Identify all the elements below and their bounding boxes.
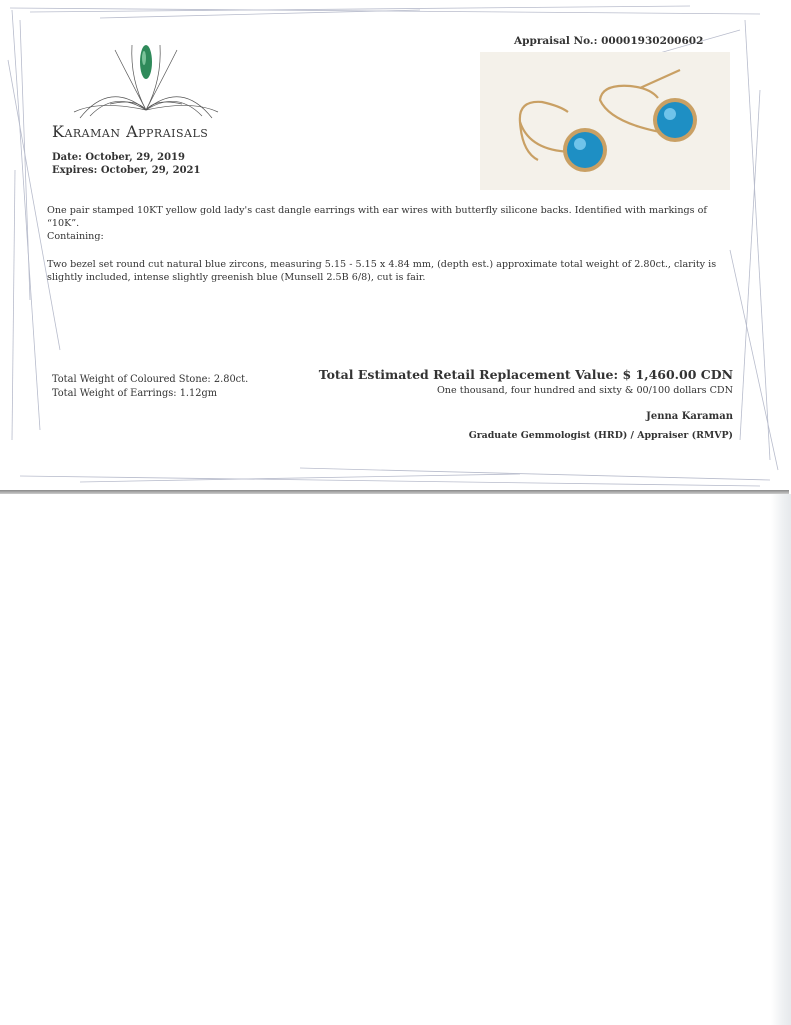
company-name: Karaman Appraisals: [52, 122, 209, 141]
earrings-photo: [480, 52, 730, 190]
replacement-value-words: One thousand, four hundred and sixty & 00/100 dollars CDN: [436, 385, 733, 396]
stones-description: Two bezel set round cut natural blue zircons, measuring 5.15 - 5.15 x 4.84 mm, (depth est.) approximate total weight of 2.80ct., clarity is slightly included, intense slightly greenish blue (Munsell 2.5B 6/8), cut is fair.: [47, 259, 717, 283]
scan-edge-shadow: [771, 494, 791, 1025]
date-line: Date: October, 29, 2019: [52, 152, 185, 163]
expires-line: Expires: October, 29, 2021: [52, 165, 201, 176]
appraisal-number: Appraisal No.: 00001930200602: [514, 35, 704, 47]
company-logo: [70, 40, 222, 125]
appraiser-name: Jenna Karaman: [646, 411, 733, 422]
appraiser-title: Graduate Gemmologist (HRD) / Appraiser (RMVP): [468, 430, 733, 441]
earring-weight: Total Weight of Earrings: 1.12gm: [52, 388, 218, 399]
replacement-value: Total Estimated Retail Replacement Value: $ 1,460.00 CDN: [318, 367, 733, 382]
appraisal-certificate: [0, 0, 789, 494]
item-description: One pair stamped 10KT yellow gold lady's cast dangle earrings with ear wires with butterfly silicone backs. Identified with markings of “10K”. Containing:: [47, 205, 707, 242]
appraisal-dates: [52, 151, 200, 177]
stone-weight: Total Weight of Coloured Stone: 2.80ct.: [52, 374, 249, 385]
weight-totals: [52, 373, 248, 401]
card-edge: [0, 490, 789, 494]
